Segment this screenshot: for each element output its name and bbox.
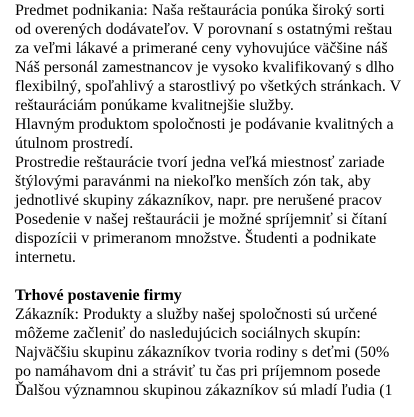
paragraph-line-5: flexibilný, spoľahlivý a starostlivý po všetkých stránkach. V xyxy=(15,78,402,95)
paragraph-line-13: dispozícii v primeranom množstve. Študenti a podnikate xyxy=(15,230,377,247)
paragraph-line-8: útulnom prostredí. xyxy=(15,135,134,152)
paragraph-line-18: po namáhavom dni a stráviť tu čas pri príjemnom posede xyxy=(15,363,381,380)
paragraph-line-12: Posedenie v našej reštaurácii je možné spríjemniť si čítaní xyxy=(15,211,388,228)
paragraph-line-9: Prostredie reštaurácie tvorí jedna veľká miestnosť zariade xyxy=(15,154,385,171)
paragraph-line-17: Najväčšiu skupinu zákazníkov tvoria rodiny s deťmi (50% xyxy=(15,344,390,361)
paragraph-line-6: reštauráciám ponúkame kvalitnejšie služby. xyxy=(15,97,294,114)
paragraph-line-1: Predmet podnikania: Naša reštaurácia ponúka široký sorti xyxy=(15,2,385,19)
paragraph-line-16: môžeme začleniť do nasledujúcich sociálnych skupín: xyxy=(15,325,361,342)
paragraph-line-10: štýlovými paravánmi na niekoľko menších zón tak, aby xyxy=(15,173,371,190)
paragraph-line-15: Zákazník: Produkty a služby našej spoločnosti sú určené xyxy=(15,306,378,323)
paragraph-line-2: od overených dodávateľov. V porovnaní s ostatnými reštau xyxy=(15,21,393,38)
section-heading: Trhové postavenie firmy xyxy=(15,287,182,304)
paragraph-line-4: Náš personál zamestnancov je vysoko kvalifikovaný s dlho xyxy=(15,59,395,76)
paragraph-line-14: internetu. xyxy=(15,249,76,266)
paragraph-line-19: Ďalšou významnou skupinou zákazníkov sú mladí ľudia (1 xyxy=(15,382,393,399)
paragraph-line-7: Hlavným produktom spoločnosti je podávanie kvalitných a xyxy=(15,116,394,133)
paragraph-line-11: jednotlivé skupiny zákazníkov, napr. pre nerušené pracov xyxy=(15,192,382,209)
paragraph-line-3: za veľmi lákavé a primerané ceny vyhovujúce väčšine náš xyxy=(15,40,388,57)
